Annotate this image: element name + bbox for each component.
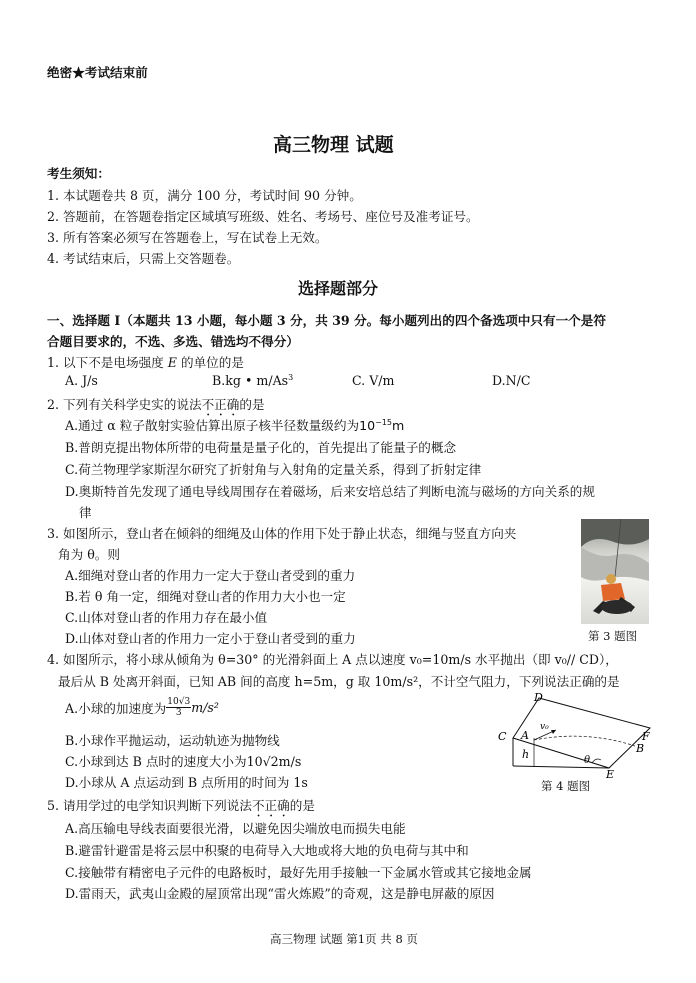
figure-label-h: h (522, 748, 530, 761)
question-2-stem: 2. 下列有关科学史实的说法不正确的是 (47, 397, 265, 412)
notice-item: 2. 答题前，在答题卷指定区域填写班级、姓名、考场号、座位号及准考证号。 (47, 209, 479, 224)
page-title: 高三物理 试题 (273, 134, 394, 156)
question-3-option-c: C.山体对登山者的作用力存在最小值 (65, 610, 268, 625)
section-title: 选择题部分 (298, 279, 379, 298)
question-4-option-b: B.小球作平抛运动，运动轨迹为抛物线 (65, 733, 280, 748)
figure-label-e: E (606, 768, 615, 780)
question-1-stem: 1. 以下不是电场强度 E 的单位的是 (47, 355, 244, 370)
question-3-option-b: B.若 θ 角一定，细绳对登山者的作用力大小也一定 (65, 589, 346, 604)
figure-label-a: A (521, 729, 529, 742)
question-2-option-b: B.普朗克提出物体所带的电荷量是量子化的，首先提出了能量子的概念 (65, 440, 457, 455)
figure-4-incline (496, 690, 656, 780)
question-1-option-a: A. J/s (65, 373, 98, 388)
question-4-stem: 4. 如图所示，将小球从倾角为 θ=30° 的光滑斜面上 A 点以速度 v₀=10m/s 水平抛出（即 v₀// CD）， (47, 652, 618, 667)
part1-instruction: 合题目要求的，不选、多选、错选均不得分） (47, 334, 299, 349)
page-footer: 高三物理 试题 第1页 共 8 页 (270, 932, 418, 946)
figure-label-b: B (636, 742, 645, 755)
question-4-option-c: C.小球到达 B 点时的速度大小为10√2m/s (65, 754, 302, 769)
question-4-stem: 最后从 B 处离开斜面，已知 AB 间的高度 h=5m，g 取 10m/s²，不计空气阻力，下列说法正确的是 (58, 674, 620, 689)
figure-label-c: C (498, 730, 507, 743)
notice-item: 4. 考试结束后，只需上交答题卷。 (47, 251, 240, 266)
climber-photo (581, 519, 649, 624)
question-5-stem: 5. 请用学过的电学知识判断下列说法不正确的是 (47, 798, 315, 813)
question-1-option-d: D.N/C (492, 373, 531, 388)
question-2-option-d: D.奥斯特首先发现了通电导线周围存在着磁场，后来安培总结了判断电流与磁场的方向关系的规 (65, 484, 595, 499)
figure-label-d: D (534, 691, 543, 704)
question-3-option-a: A.细绳对登山者的作用力一定大于登山者受到的重力 (65, 568, 356, 583)
notice-item: 3. 所有答案必须写在答题卷上，写在试卷上无效。 (47, 230, 328, 245)
question-2-option-c: C.荷兰物理学家斯涅尔研究了折射角与入射角的定量关系，得到了折射定律 (65, 462, 482, 477)
notice-item: 1. 本试题卷共 8 页，满分 100 分，考试时间 90 分钟。 (47, 188, 362, 203)
secret-label: 绝密★考试结束前 (47, 65, 148, 80)
part1-instruction: 一、选择题 I（本题共 13 小题，每小题 3 分，共 39 分。每小题列出的四个备选项中只有一个是符 (47, 313, 606, 328)
notice-heading: 考生须知： (47, 166, 110, 181)
question-4-option-a: A.小球的加速度为 $\frac{10√3}{3}m/s^2$ (65, 697, 219, 718)
figure-label-v0: v₀ (540, 722, 549, 732)
question-3-stem: 角为 θ。则 (58, 547, 120, 562)
figure-4-caption: 第 4 题图 (541, 779, 591, 793)
figure-label-f: F (642, 730, 650, 743)
question-3-stem: 3. 如图所示，登山者在倾斜的细绳及山体的作用下处于静止状态，细绳与竖直方向夹 (47, 526, 517, 541)
question-5-option-d: D.雷雨天，武夷山金殿的屋顶常出现“雷火炼殿”的奇观，这是静电屏蔽的原因 (65, 886, 495, 901)
figure-3-caption: 第 3 题图 (588, 629, 638, 643)
question-2-option-d-cont: 律 (79, 505, 92, 520)
question-1-option-b: B.kg • m/As$^3$ (212, 373, 294, 389)
figure-label-theta: θ (584, 755, 591, 766)
question-5-option-a: A.高压输电导线表面要很光滑，以避免因尖端放电而损失电能 (65, 821, 406, 836)
question-5-option-c: C.接触带有精密电子元件的电路板时，最好先用手接触一下金属水管或其它接地金属 (65, 865, 532, 880)
question-5-option-b: B.避雷针避雷是将云层中积聚的电荷导入大地或将大地的负电荷与其中和 (65, 843, 469, 858)
question-2-option-a: A.通过 α 粒子散射实验估算出原子核半径数量级约为$10^{-15}m$ (65, 417, 405, 433)
question-3-option-d: D.山体对登山者的作用力一定小于登山者受到的重力 (65, 631, 356, 646)
question-1-option-c: C. V/m (352, 373, 395, 388)
question-4-option-d: D.小球从 A 点运动到 B 点所用的时间为 1s (65, 775, 308, 790)
